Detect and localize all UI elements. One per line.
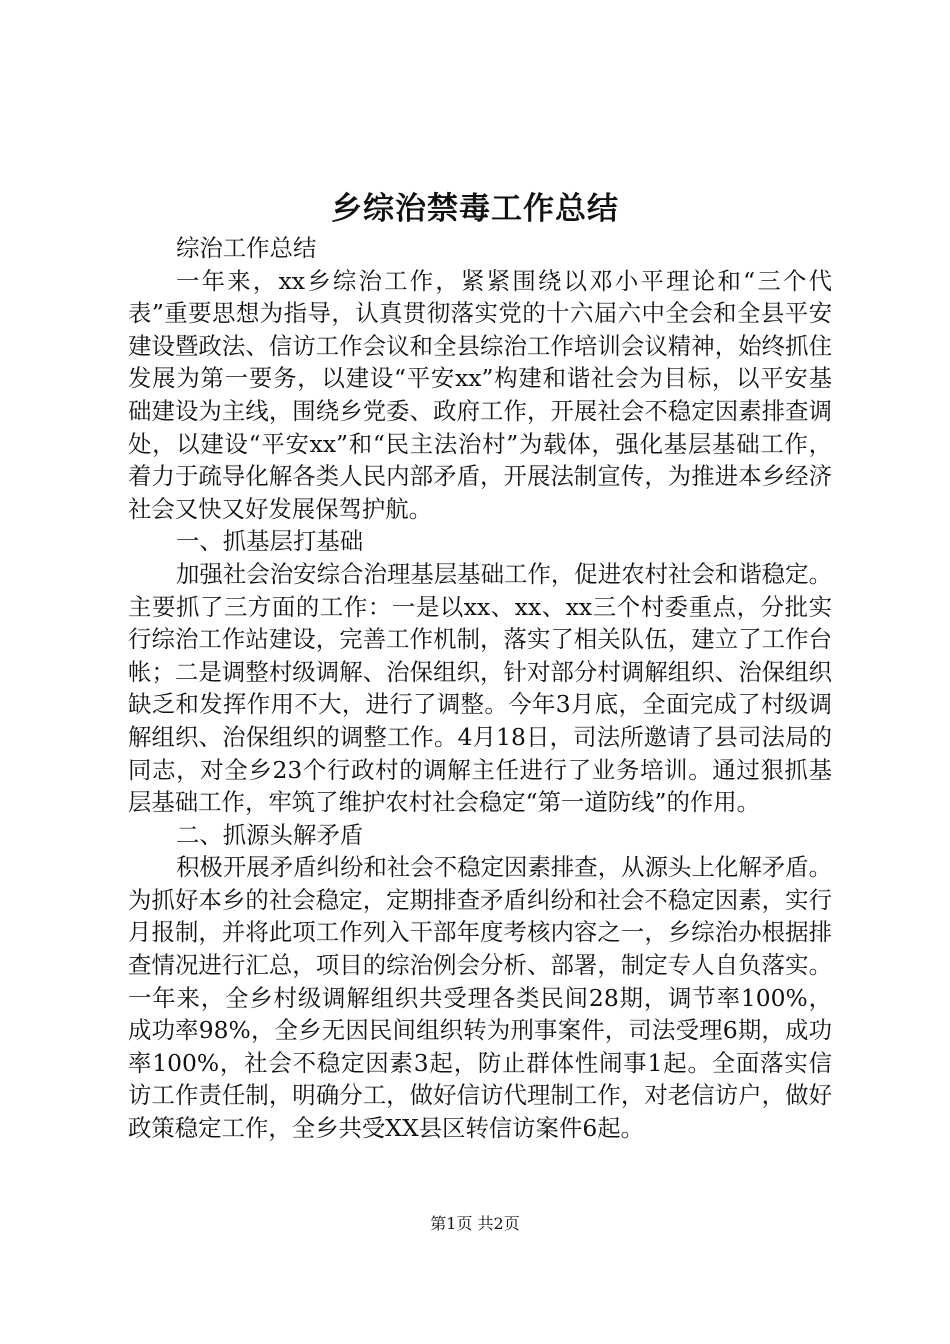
page-footer: 第1页 共2页 <box>430 1214 520 1233</box>
section-heading-2: 二、抓源头解矛盾 <box>176 820 364 849</box>
paragraph-intro: 一年来，xx乡综治工作，紧紧围绕以邓小平理论和“三个代表”重要思想为指导，认真贯彻落实党的十六届六中全会和全县平安建设暨政法、信访工作会议和全县综治工作培训会议精神，始终抓住发展为第一要务，以建设“平安xx”构建和谐社会为目标，以平安基础建设为主线，围绕乡党委、政府工作，开展社会不稳定因素排查调处，以建设“平安xx”和“民主法治村”为载体，强化基层基础工作，着力于疏导化解各类人民内部矛盾，开展法制宣传，为推进本乡经济社会又快又好发展保驾护航。 <box>128 266 832 523</box>
document-body <box>128 232 832 1145</box>
paragraph-heading: 综治工作总结 <box>176 234 317 262</box>
document-title: 乡综治禁毒工作总结 <box>331 191 619 227</box>
paragraph-section-2: 积极开展矛盾纠纷和社会不稳定因素排查，从源头上化解矛盾。为抓好本乡的社会稳定，定期排查矛盾纠纷和社会不稳定因素，实行月报制，并将此项工作列入干部年度考核内容之一，乡综治办根据排查情况进行汇总，项目的综治例会分析、部署，制定专人自负落实。一年来，全乡村级调解组织共受理各类民间28期，调节率100%，成功率98%，全乡无因民间组织转为刑事案件，司法受理6期，成功率100%，社会不稳定因素3起，防止群体性闹事1起。全面落实信访工作责任制，明确分工，做好信访代理制工作，对老信访户，做好政策稳定工作，全乡共受XX县区转信访案件6起。 <box>128 853 832 1143</box>
section-heading-1: 一、抓基层打基础 <box>176 527 364 556</box>
paragraph-section-1: 加强社会治安综合治理基层基础工作，促进农村社会和谐稳定。主要抓了三方面的工作：一是以xx、xx、xx三个村委重点，分批实行综治工作站建设，完善工作机制，落实了相关队伍，建立了工作台帐；二是调整村级调解、治保组织，针对部分村调解组织、治保组织缺乏和发挥作用不大，进行了调整。今年3月底，全面完成了村级调解组织、治保组织的调整工作。4月18日，司法所邀请了县司法局的同志，对全乡23个行政村的调解主任进行了业务培训。通过狠抓基层基础工作，牢筑了维护农村社会稳定“第一道防线”的作用。 <box>128 559 832 817</box>
